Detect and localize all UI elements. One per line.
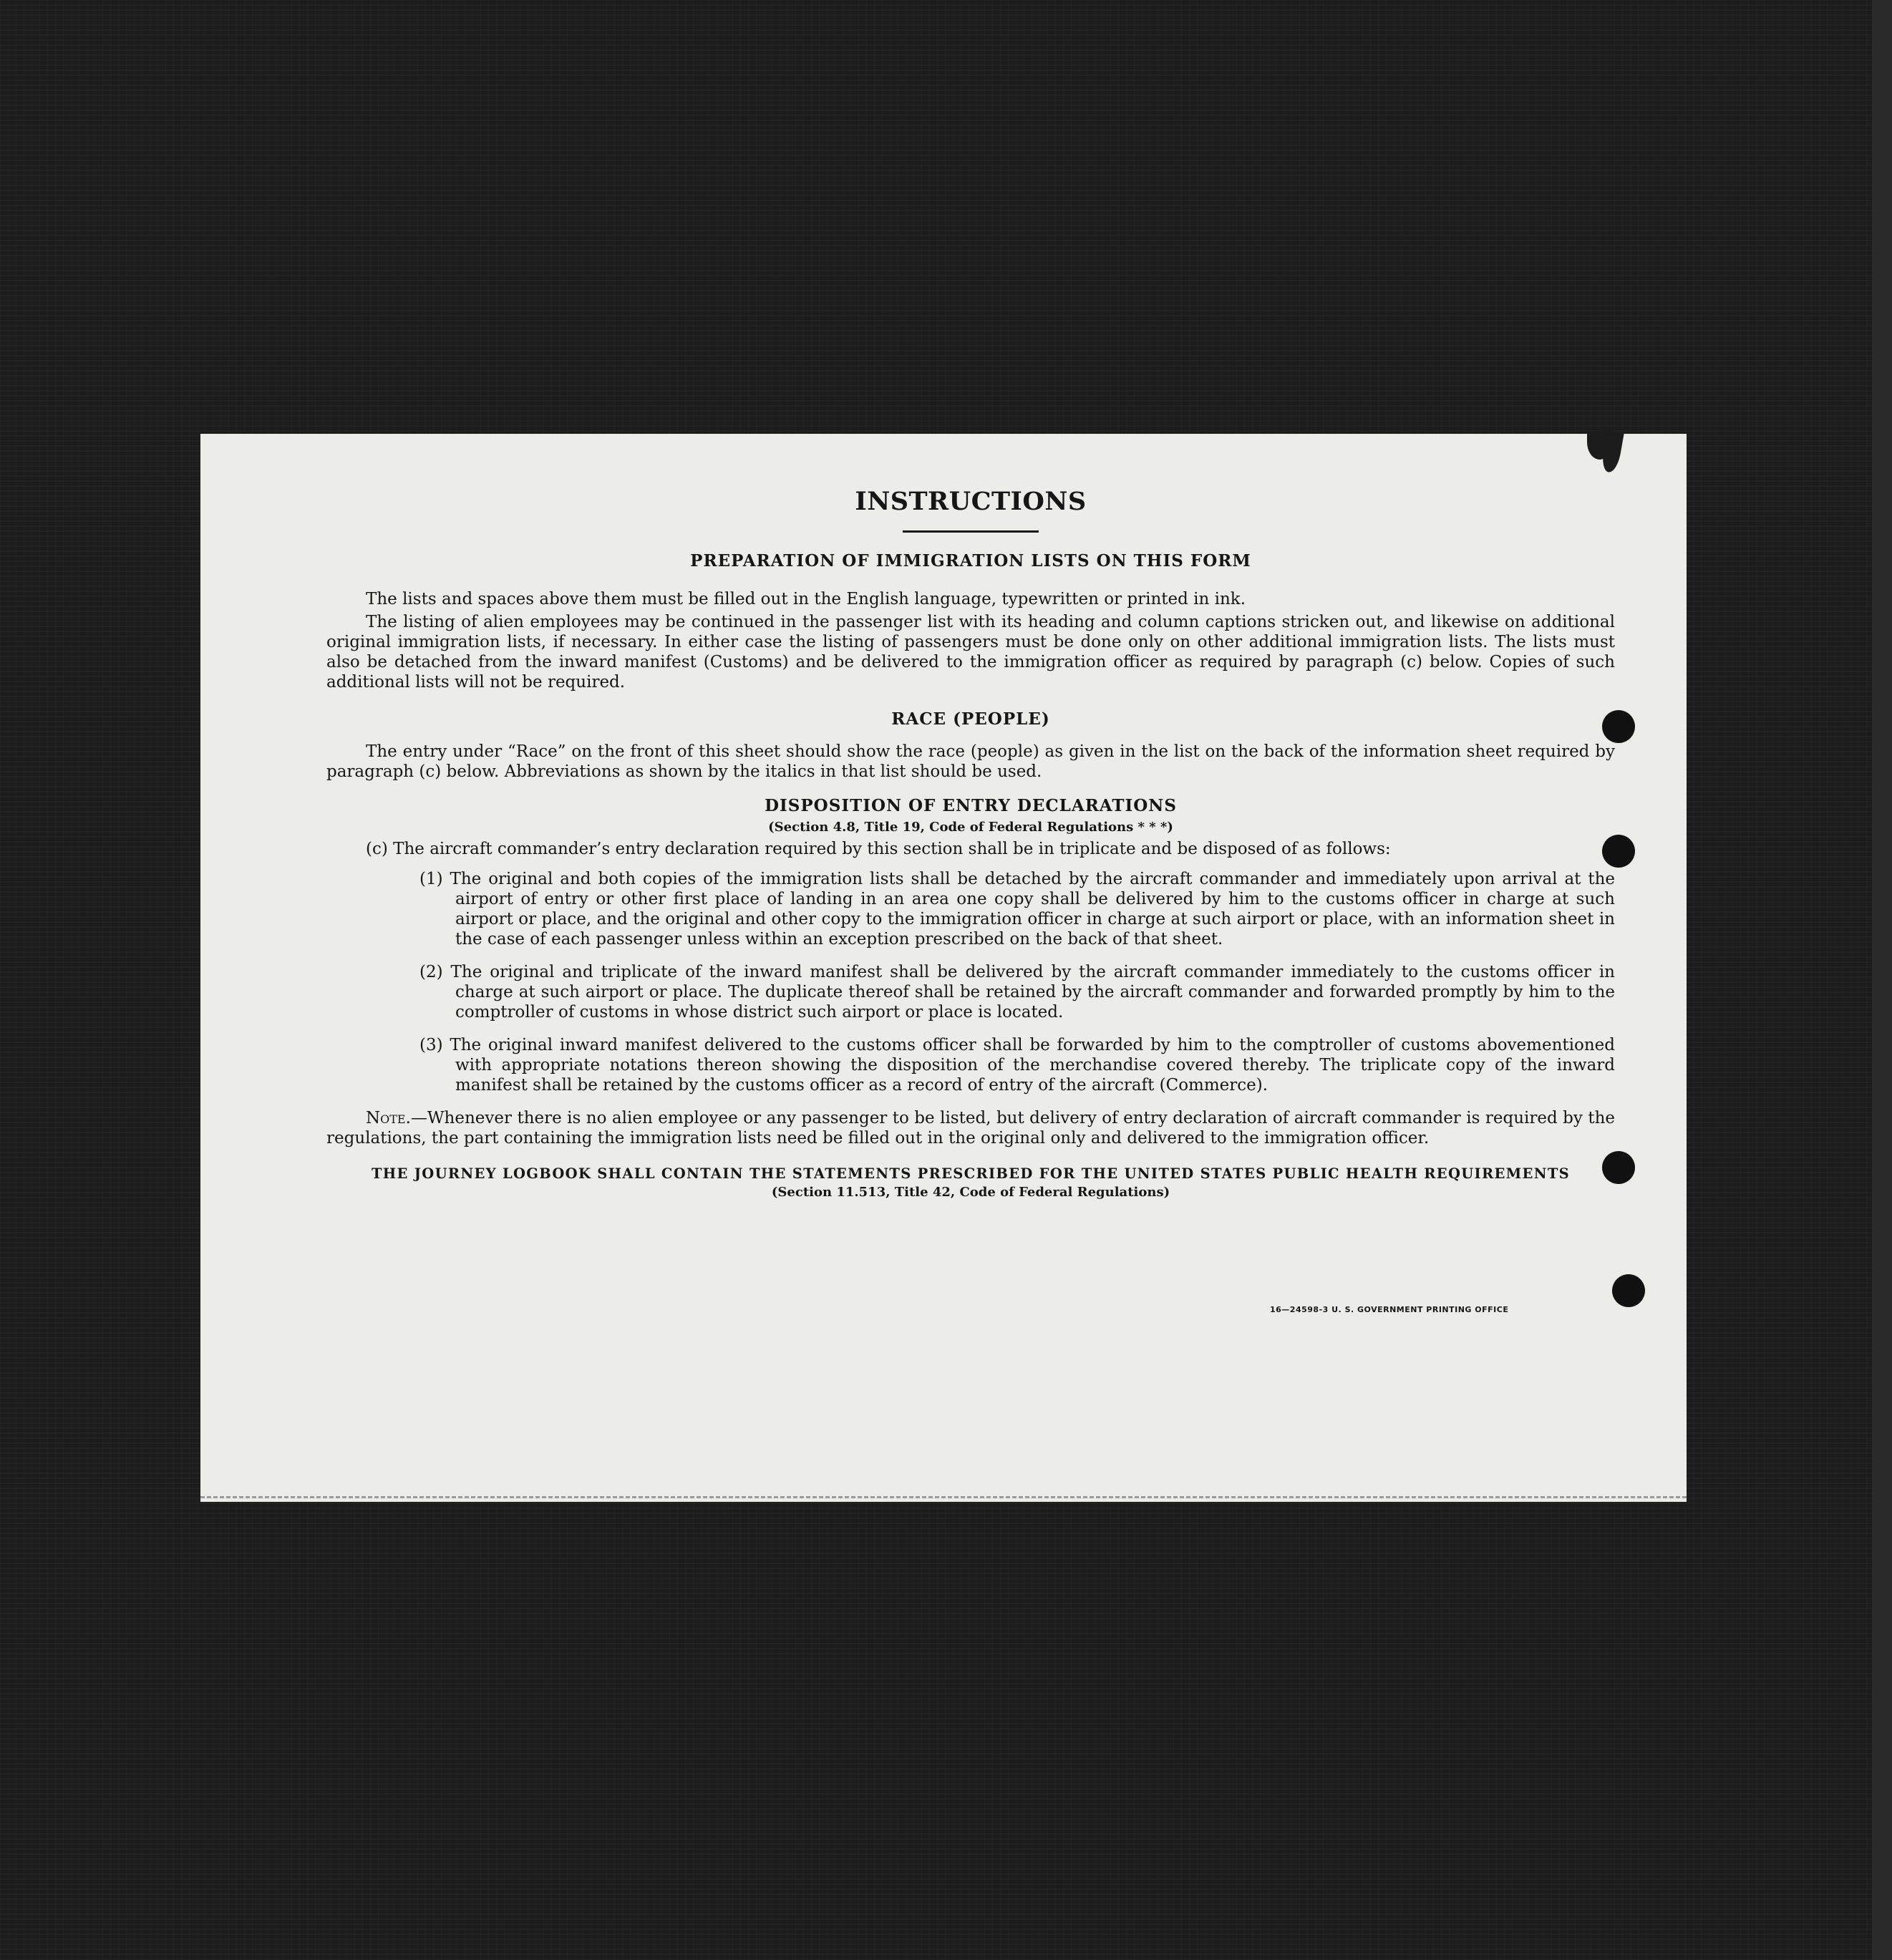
instructions-content — [326, 487, 1615, 1200]
section-heading-preparation: PREPARATION OF IMMIGRATION LISTS ON THIS FORM — [690, 551, 1251, 571]
section-heading-disposition: DISPOSITION OF ENTRY DECLARATIONS — [765, 796, 1177, 815]
note-label: Note. — [366, 1109, 411, 1127]
paragraph: The entry under “Race” on the front of this sheet should show the race (people) as given in the list on the back of the information sheet required by paragraph (c) below. Abbreviations as shown by the italics in that list should be used. — [326, 742, 1615, 781]
list-item: (2) The original and triplicate of the inward manifest shall be delivered by the aircraft commander immediately to the customs officer in charge at such airport or place. The duplicate thereof shall be retained by the aircraft commander and forwarded promptly by him to the comptroller of customs in whose district such airport or place is located. — [419, 963, 1615, 1022]
instruction-sheet — [200, 434, 1687, 1502]
note-paragraph — [326, 1108, 1615, 1148]
footer-heading: THE JOURNEY LOGBOOK SHALL CONTAIN THE STATEMENTS PRESCRIBED FOR THE UNITED STATES PUBLIC HEALTH REQUIREMENTS — [371, 1165, 1571, 1182]
film-edge — [1872, 0, 1892, 1960]
list-item: (1) The original and both copies of the immigration lists shall be detached by the aircraft commander and immediately upon arrival at the airport of entry or other first place of landing in an area one copy shall be delivered by him to the customs officer in charge at such airport or place, and the original and other copy to the immigration officer in charge at such airport or place, with an information sheet in the case of each passenger unless within an exception prescribed on the back of that sheet. — [419, 870, 1615, 949]
title-rule — [903, 530, 1039, 533]
punch-hole — [1612, 1274, 1645, 1307]
paragraph: The listing of alien employees may be continued in the passenger list with its heading and column captions stricken out, and likewise on additional original immigration lists, if necessary. In either case the listing of passengers must be done only on other additional immigration lists. The lists must also be detached from the inward manifest (Customs) and be delivered to the immigration officer as required by paragraph (c) below. Copies of such additional lists will not be required. — [326, 613, 1615, 692]
section-heading-race: RACE (PEOPLE) — [891, 709, 1050, 729]
page-title: INSTRUCTIONS — [855, 487, 1087, 516]
printer-imprint: 16—24598-3 U. S. GOVERNMENT PRINTING OFFICE — [1270, 1305, 1509, 1314]
footer-subheading: (Section 11.513, Title 42, Code of Federal Regulations) — [771, 1185, 1170, 1200]
section-subheading: (Section 4.8, Title 19, Code of Federal Regulations * * *) — [768, 820, 1173, 835]
perforation-line — [200, 1496, 1687, 1502]
list-item: (3) The original inward manifest delivered to the customs officer shall be forwarded by him to the comptroller of customs abovementioned with appropriate notations thereon showing the disposition of the merchandise covered thereby. The triplicate copy of the inward manifest shall be retained by the customs officer as a record of entry of the aircraft (Commerce). — [419, 1036, 1615, 1095]
note-text: —Whenever there is no alien employee or any passenger to be listed, but delivery of entry declaration of aircraft commander is required by the regulations, the part containing the immigration lists need be filled out in the original only and delivered to the immigration officer. — [326, 1109, 1615, 1148]
paragraph-intro: (c) The aircraft commander’s entry declaration required by this section shall be in triplicate and be disposed of as follows: — [366, 840, 1391, 858]
paragraph: The lists and spaces above them must be filled out in the English language, typewritten or printed in ink. — [366, 590, 1246, 608]
